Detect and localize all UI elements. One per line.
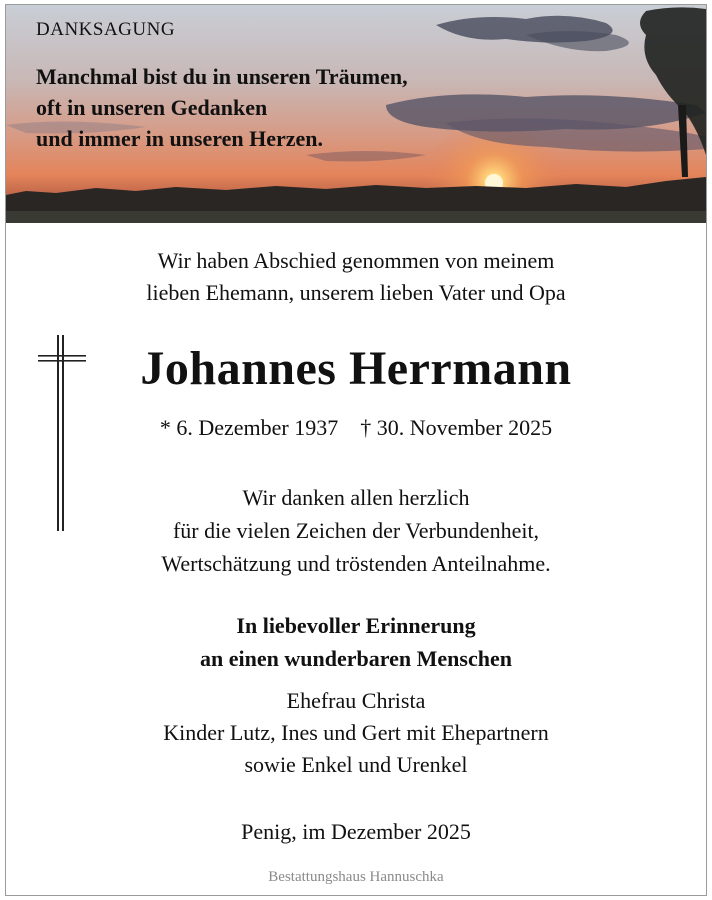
mourner-line: sowie Enkel und Urenkel: [244, 752, 468, 777]
quote-line: oft in unseren Gedanken: [36, 95, 268, 120]
memory-line: In liebevoller Erinnerung: [236, 613, 476, 638]
banner-quote: [36, 61, 408, 154]
life-dates: * 6. Dezember 1937 † 30. November 2025: [159, 415, 553, 440]
funeral-home-credit: Bestattungshaus Hannuschka: [268, 869, 444, 885]
place-date: Penig, im Dezember 2025: [241, 819, 471, 844]
memory-line: an einen wunderbaren Menschen: [200, 646, 512, 671]
thanks-line: Wertschätzung und tröstenden Anteilnahme.: [161, 551, 551, 576]
quote-line: und immer in unseren Herzen.: [36, 126, 324, 151]
intro-line: lieben Ehemann, unserem lieben Vater und Opa: [146, 280, 566, 305]
intro-text: [6, 245, 706, 309]
memory-heading: [6, 609, 706, 675]
mourner-line: Ehefrau Christa: [286, 688, 426, 713]
sunset-banner: [6, 5, 706, 223]
obituary-notice: [5, 4, 707, 896]
mourners-list: [6, 685, 706, 781]
thanks-line: Wir danken allen herzlich: [242, 485, 470, 510]
intro-line: Wir haben Abschied genommen von meinem: [157, 248, 555, 273]
deceased-name: Johannes Herrmann: [140, 342, 572, 395]
quote-line: Manchmal bist du in unseren Träumen,: [36, 64, 408, 89]
banner-title: DANKSAGUNG: [36, 19, 176, 40]
thanks-text: [6, 481, 706, 580]
mourner-line: Kinder Lutz, Ines und Gert mit Ehepartnern: [163, 720, 549, 745]
thanks-line: für die vielen Zeichen der Verbundenheit,: [172, 518, 540, 543]
